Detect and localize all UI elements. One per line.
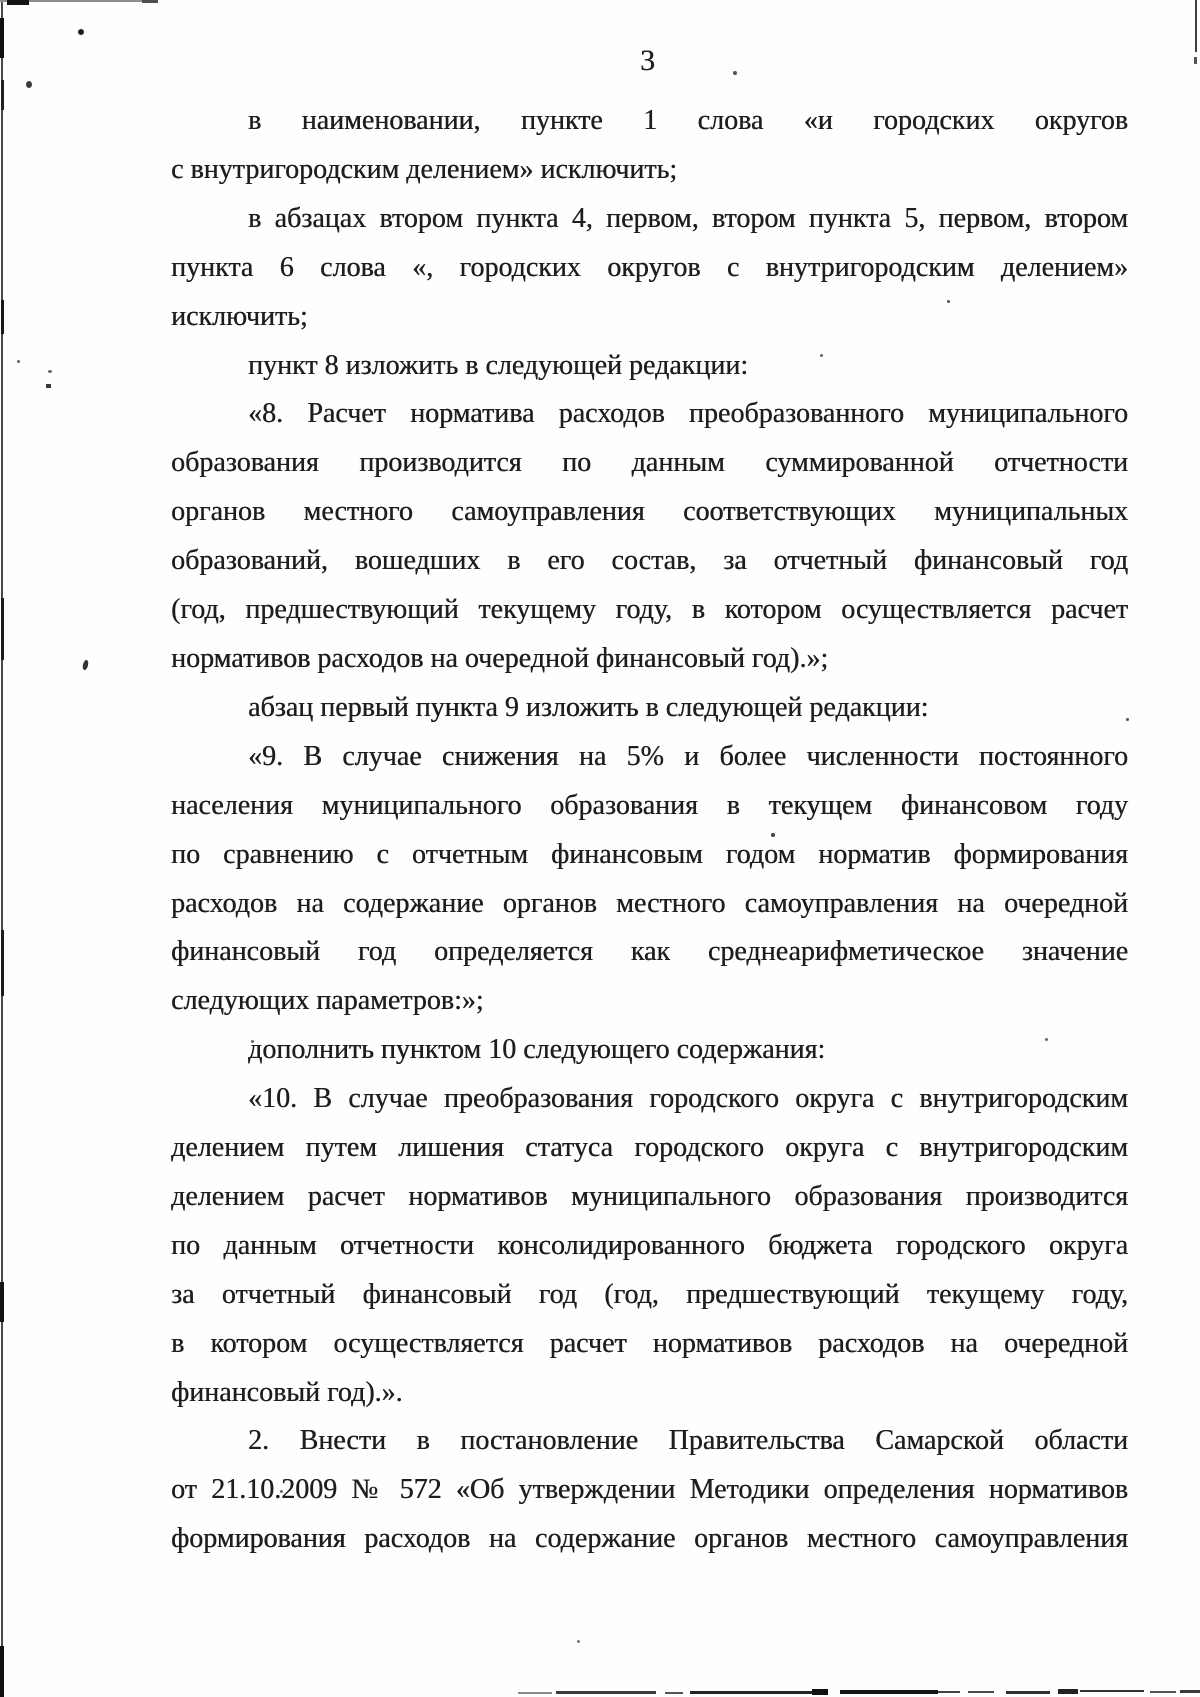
text-line: формирования расходов на содержание органов местного самоуправления <box>171 1523 1128 1555</box>
scan-speck <box>82 660 89 671</box>
text-line: (год, предшествующий текущему году, в котором осуществляется расчет <box>171 594 1128 626</box>
text-line: исключить; <box>171 300 308 332</box>
text-line: в абзацах втором пункта 4, первом, втором пункта 5, первом, втором <box>248 202 1128 234</box>
text-line: пункт 8 изложить в следующей редакции: <box>248 349 748 381</box>
text-line: от 21.10.2009 № 572 «Об утверждении Методики определения нормативов <box>171 1474 1128 1506</box>
scan-speck <box>78 29 84 35</box>
scan-artifact-bottom-dash <box>840 1690 938 1694</box>
text-line: населения муниципального образования в текущем финансовом году <box>171 789 1128 821</box>
text-line: за отчетный финансовый год (год, предшествующий текущему году, <box>171 1278 1128 1310</box>
text-line: образования производится по данным суммированной отчетности <box>171 447 1128 479</box>
scan-speck <box>26 81 32 88</box>
text-line: образований, вошедших в его состав, за отчетный финансовый год <box>171 545 1128 577</box>
paragraph <box>171 342 1128 391</box>
scan-artifact-bottom-dash <box>1150 1691 1176 1693</box>
text-line: в наименовании, пункте 1 слова «и городских округов <box>248 105 1128 136</box>
scan-speck <box>577 1640 580 1643</box>
paragraph <box>171 97 1128 195</box>
text-line: финансовый год определяется как среднеарифметическое значение <box>171 936 1128 968</box>
text-line: дополнить пунктом 10 следующего содержания: <box>248 1034 826 1066</box>
scan-artifact-left-edge-blob <box>0 18 4 58</box>
scan-artifact-bottom-dash <box>938 1691 960 1693</box>
document-body <box>171 97 1128 1564</box>
scan-artifact-left-edge-blob <box>1 80 4 110</box>
text-line: финансовый год).». <box>171 1376 403 1408</box>
scan-artifact-bottom-dash <box>1180 1690 1200 1693</box>
paragraph <box>171 390 1128 683</box>
text-line: по данным отчетности консолидированного бюджета городского округа <box>171 1229 1128 1261</box>
paragraph <box>171 1026 1128 1075</box>
scan-artifact-bottom-dash <box>690 1691 812 1694</box>
scan-artifact-left-edge-blob <box>0 1646 4 1697</box>
scan-artifact-top-edge-dash <box>142 0 158 3</box>
scan-artifact-right-edge-line <box>1195 0 1197 52</box>
scan-artifact-top-edge-blob <box>7 0 29 5</box>
text-line: «8. Расчет норматива расходов преобразованного муниципального <box>248 398 1128 430</box>
scan-artifact-bottom-dash <box>665 1692 683 1694</box>
scan-artifact-left-edge-blob <box>1 598 4 660</box>
scan-artifact-bottom-dash <box>968 1691 994 1693</box>
text-line: расходов на содержание органов местного самоуправления на очередной <box>171 887 1128 919</box>
paragraph <box>171 733 1128 1026</box>
page-number: 3 <box>640 44 655 77</box>
scan-artifact-left-edge-blob <box>1 930 4 996</box>
scan-artifact-bottom-dash <box>1058 1689 1078 1694</box>
scan-artifact-bottom-dash <box>1006 1691 1050 1694</box>
paragraph <box>171 684 1128 733</box>
text-line: 2. Внести в постановление Правительства Самарской области <box>248 1425 1128 1457</box>
scan-speck <box>48 370 52 373</box>
scan-artifact-bottom-dash <box>518 1692 552 1694</box>
text-line: с внутригородским делением» исключить; <box>171 153 678 185</box>
text-line: в котором осуществляется расчет нормативов расходов на очередной <box>171 1327 1128 1359</box>
text-line: следующих параметров:»; <box>171 985 484 1017</box>
text-line: делением расчет нормативов муниципального образования производится <box>171 1180 1128 1212</box>
scan-speck <box>733 71 737 75</box>
paragraph <box>171 1417 1128 1564</box>
text-line: делением путем лишения статуса городского округа с внутригородским <box>171 1132 1128 1164</box>
text-line: «10. В случае преобразования городского округа с внутригородским <box>248 1083 1128 1115</box>
text-line: нормативов расходов на очередной финансовый год).»; <box>171 642 829 674</box>
scan-artifact-bottom-dash <box>812 1689 828 1695</box>
text-line: «9. В случае снижения на 5% и более численности постоянного <box>248 740 1128 772</box>
scan-artifact-left-edge-line <box>1 0 3 1697</box>
text-line: абзац первый пункта 9 изложить в следующей редакции: <box>248 691 929 723</box>
scan-artifact-left-edge-blob <box>1 300 4 334</box>
scan-speck <box>17 360 20 363</box>
scan-artifact-bottom-dash <box>1080 1690 1144 1692</box>
scan-artifact-bottom-dash <box>556 1691 656 1694</box>
scan-artifact-right-edge-tick <box>1194 57 1197 64</box>
text-line: органов местного самоуправления соответствующих муниципальных <box>171 496 1128 528</box>
paragraph <box>171 1075 1128 1417</box>
scan-speck <box>46 384 51 388</box>
paragraph <box>171 195 1128 342</box>
text-line: пункта 6 слова «, городских округов с внутригородским делением» <box>171 251 1128 283</box>
text-line: по сравнению с отчетным финансовым годом норматив формирования <box>171 838 1128 870</box>
scan-artifact-left-edge-blob <box>0 1282 4 1322</box>
